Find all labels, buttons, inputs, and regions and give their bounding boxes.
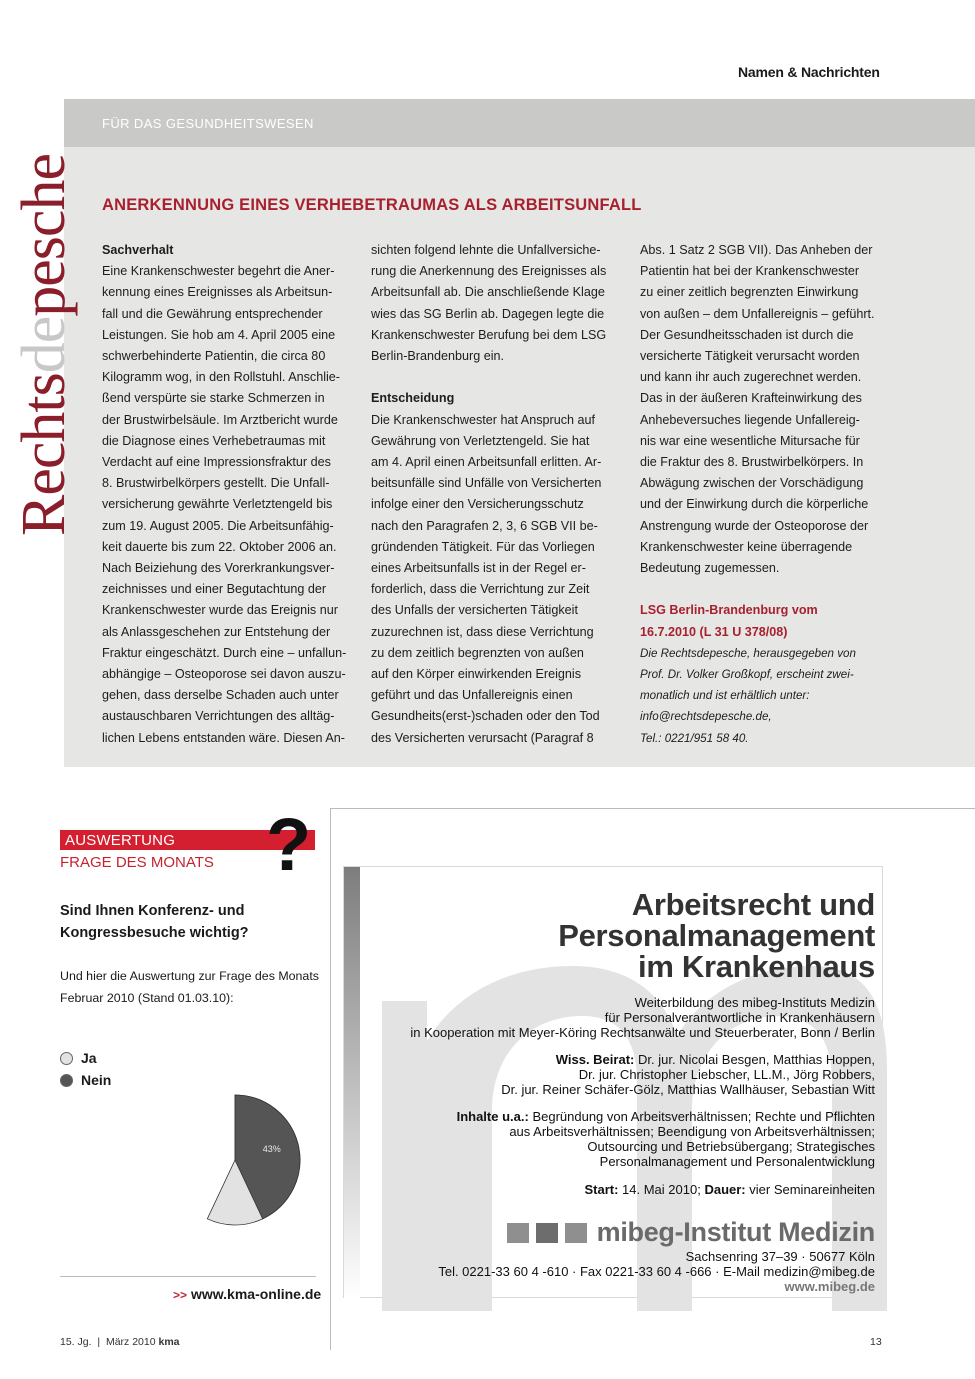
article-column-1 <box>102 240 348 749</box>
article-line: Krankenschwester keine überragende <box>640 539 853 554</box>
article-line: Eine Krankenschwester begehrt die Aner- <box>102 264 335 279</box>
ad-inhalte-line: Begründung von Arbeitsverhältnissen; Rechte und Pflichten <box>532 1109 875 1124</box>
ad-logo-text: mibeg-Institut Medizin <box>596 1217 875 1247</box>
mibeg-logo <box>507 1217 875 1248</box>
poll-divider <box>60 1276 316 1277</box>
poll-tag: AUSWERTUNG <box>65 832 176 849</box>
poll-subtitle: FRAGE DES MONATS <box>60 854 214 871</box>
footer-issue-info <box>60 1336 180 1348</box>
ruling-reference: LSG Berlin-Brandenburg vom <box>640 603 818 618</box>
article-line: beitsunfälle sind Unfälle von Versicherten <box>371 476 602 491</box>
article-line: kennung eines Ereignisses als Arbeitsun- <box>102 285 333 300</box>
legend-swatch-ja <box>60 1052 73 1065</box>
ad-gradient-bar <box>344 867 360 1299</box>
article-line: der Brustwirbelsäule. Im Arztbericht wurde <box>102 412 338 427</box>
article-line: die Fraktur des 8. Brustwirbelkörpers. In <box>640 455 864 470</box>
article-line: auf den Körper einwirkenden Ereignis <box>371 667 582 682</box>
ad-inhalte-line: aus Arbeitsverhältnissen; Beendigung von Arbeitsverhältnissen; <box>509 1124 875 1139</box>
article-line: Kilogramm wog, in den Rollstuhl. Anschlie- <box>102 370 340 385</box>
article-line: Anhebeversuches liegende Unfallereig- <box>640 412 860 427</box>
article-line: Abs. 1 Satz 2 SGB VII). Das Anheben der <box>640 243 873 257</box>
legend-label-ja: Ja <box>81 1050 97 1066</box>
article-line: nis war eine wesentliche Mitursache für <box>640 433 860 448</box>
article-headline: ANERKENNUNG EINES VERHEBETRAUMAS ALS ARBEITSUNFALL <box>102 196 642 214</box>
section-heading: Sachverhalt <box>102 243 174 257</box>
footer-issue: März 2010 <box>105 1336 156 1348</box>
article-line: Leistungen. Sie hob am 4. April 2005 eine <box>102 327 336 342</box>
ad-inhalte <box>457 1109 875 1169</box>
ad-dauer-label: Dauer: <box>704 1182 746 1197</box>
ad-address: Sachsenring 37–39 · 50677 Köln <box>685 1249 875 1264</box>
article-line: zu einer zeitlich begrenzten Einwirkung <box>640 285 859 300</box>
article-line: austauschbaren Verrichtungen des alltäg- <box>102 709 335 724</box>
ad-inhalte-line: Personalmanagement und Personalentwicklung <box>599 1154 875 1169</box>
ad-intro-line: Weiterbildung des mibeg-Instituts Medizin <box>634 995 875 1010</box>
ad-dauer-value: vier Seminareinheiten <box>749 1182 875 1197</box>
article-line: am 4. April einen Arbeitsunfall erlitten. Ar- <box>371 455 602 470</box>
article-line: schwerbehinderte Patientin, die circa 80 <box>102 349 326 364</box>
article-line: nach den Paragrafen 2, 3, 6 SGB VII be- <box>371 518 598 533</box>
article-line: keit dauerte bis zum 22. Oktober 2006 an. <box>102 539 337 554</box>
panel-band-label: FÜR DAS GESUNDHEITSWESEN <box>102 116 314 131</box>
ad-beirat-line: Dr. jur. Reiner Schäfer-Gölz, Matthias Wallhäuser, Sebastian Witt <box>501 1082 875 1097</box>
logo-square-icon <box>536 1223 558 1243</box>
ad-inhalte-label: Inhalte u.a.: <box>456 1109 529 1124</box>
article-line: Anstrengung wurde der Osteoporose der <box>640 518 869 533</box>
article-line: Arbeitsunfall ab. Die anschließende Klage <box>371 285 605 300</box>
ad-beirat <box>501 1052 875 1097</box>
article-line: des Versicherten verursacht (Paragraf 8 <box>371 730 594 745</box>
ad-intro-line: in Kooperation mit Meyer-Köring Rechtsanwälte und Steuerberater, Bonn / Berlin <box>410 1025 875 1040</box>
article-line: sichten folgend lehnte die Unfallversiche- <box>371 243 601 257</box>
legend-item-nein <box>60 1072 111 1088</box>
article-line: eines Arbeitsunfalls ist in der Regel er- <box>371 561 586 576</box>
poll-pie-chart <box>160 1085 310 1235</box>
imprint-line: Prof. Dr. Volker Großkopf, erscheint zwei- <box>640 668 854 682</box>
imprint-line: Tel.: 0221/951 58 40. <box>640 731 749 745</box>
poll-intro: Und hier die Auswertung zur Frage des Monats Februar 2010 (Stand 01.03.10): <box>60 969 319 1005</box>
question-mark-icon: ? <box>266 803 312 886</box>
article-column-3 <box>640 240 886 749</box>
article-line: geführt und das Unfallereignis einen <box>371 688 573 703</box>
imprint-line: Die Rechtsdepesche, herausgegeben von <box>640 646 856 660</box>
article-line: infolge einer den Versicherungsschutz <box>371 497 584 512</box>
article-line: Die Krankenschwester hat Anspruch auf <box>371 412 596 427</box>
vertical-brand-title <box>10 96 78 546</box>
article-line: Abwägung zwischen der Vorschädigung <box>640 476 864 491</box>
article-line: Fraktur eingeschätzt. Durch eine – unfallun- <box>102 645 347 660</box>
article-line: zuzurechnen ist, dass diese Verrichtung <box>371 624 594 639</box>
ad-intro-line: für Personalverantwortliche in Krankenhäusern <box>604 1010 875 1025</box>
ad-start-label: Start: <box>584 1182 619 1197</box>
article-line: des Unfalls der versicherten Tätigkeit <box>371 603 578 618</box>
ad-contact: Tel. 0221-33 60 4 -610 · Fax 0221-33 60 4 -666 · E-Mail medizin@mibeg.de <box>438 1264 875 1279</box>
imprint-line: info@rechtsdepesche.de, <box>640 710 772 724</box>
legend-label-nein: Nein <box>81 1072 112 1088</box>
poll-link[interactable] <box>173 1286 321 1302</box>
article-line: ßend verspürte sie starke Schmerzen in <box>102 391 325 406</box>
ad-beirat-label: Wiss. Beirat: <box>555 1052 635 1067</box>
article-column-2 <box>371 240 617 749</box>
brand-wordmark <box>10 96 78 546</box>
article-line: Berlin-Brandenburg ein. <box>371 349 505 364</box>
page-number: 13 <box>870 1336 882 1348</box>
article-line: und kann ihr auch zugerechnet werden. <box>640 370 862 385</box>
article-line: 8. Brustwirbelkörpers gestellt. Die Unfall- <box>102 476 330 491</box>
article-line: als Anlassgeschehen zur Entstehung der <box>102 624 331 639</box>
article-line: forderlich, dass die Verrichtung zur Zeit <box>371 582 590 597</box>
article-line: Krankenschwester Berufung bei dem LSG <box>371 327 607 342</box>
article-line: Gewährung von Verletztengeld. Sie hat <box>371 433 590 448</box>
ruling-reference: 16.7.2010 (L 31 U 378/08) <box>640 624 788 639</box>
ad-beirat-line: Dr. jur. Nicolai Besgen, Matthias Hoppen, <box>637 1052 875 1067</box>
section-label: Namen & Nachrichten <box>738 64 880 80</box>
article-line: gehen, dass derselbe Schaden auch unter <box>102 688 339 703</box>
article-line: wies das SG Berlin ab. Dagegen legte die <box>371 306 605 321</box>
poll-question: Sind Ihnen Konferenz- und Kongressbesuche wichtig? <box>60 903 249 941</box>
section-heading: Entscheidung <box>371 391 455 406</box>
poll-link-url[interactable]: www.kma-online.de <box>191 1286 322 1302</box>
article-line: versicherte Tätigkeit verursacht worden <box>640 349 860 364</box>
article-line: abhängige – Osteoporose sei davon auszu- <box>102 667 346 682</box>
article-line: Krankenschwester wurde das Ereignis nur <box>102 603 338 618</box>
poll-box <box>60 803 322 1310</box>
article-line: rung die Anerkennung des Ereignisses als <box>371 264 607 279</box>
brand-part-de: de <box>10 316 78 374</box>
footer-separator: | <box>97 1336 101 1348</box>
article-line: zeichnisses und einer Begutachtung der <box>102 582 327 597</box>
legend-swatch-nein <box>60 1074 73 1087</box>
article-line: Patientin hat bei der Krankenschwester <box>640 264 860 279</box>
footer-volume: 15. Jg. <box>60 1336 92 1348</box>
legend-item-ja <box>60 1050 97 1066</box>
ad-title-line: Personalmanagement <box>558 918 875 953</box>
link-arrows-icon: >> <box>173 1288 188 1302</box>
article-line: gründenden Tätigkeit. Für das Vorliegen <box>371 539 595 554</box>
ad-intro <box>410 995 875 1040</box>
ad-beirat-line: Dr. jur. Christopher Liebscher, LL.M., Jörg Robbers, <box>578 1067 875 1082</box>
footer-brand: kma <box>158 1336 180 1348</box>
logo-square-icon <box>565 1223 587 1243</box>
paragraph-gap <box>371 367 617 388</box>
article-line: Das in der äußeren Krafteinwirkung des <box>640 391 862 406</box>
article-line: Der Gesundheitsschaden ist durch die <box>640 327 854 342</box>
article-line: Nach Beiziehung des Vorerkrankungsver- <box>102 561 335 576</box>
article-line: fall und die Gewährung entsprechender <box>102 306 323 321</box>
article-line: Verdacht auf eine Impressionsfraktur des <box>102 455 331 470</box>
article-line: versicherung gewährte Verletztengeld bis <box>102 497 333 512</box>
ad-inhalte-line: Outsourcing und Betriebsübergang; Strategisches <box>587 1139 875 1154</box>
brand-part-pesche: pesche <box>10 154 78 317</box>
paragraph-gap <box>640 579 886 600</box>
advertisement[interactable] <box>343 866 883 1298</box>
article-line: und der Einwirkung durch die körperliche <box>640 497 869 512</box>
ad-title <box>558 889 875 982</box>
logo-square-icon <box>507 1223 529 1243</box>
ad-title-line: im Krankenhaus <box>638 949 875 984</box>
article-line: die Diagnose eines Verhebetraumas mit <box>102 433 326 448</box>
ad-title-line: Arbeitsrecht und <box>631 887 875 922</box>
ad-website[interactable]: www.mibeg.de <box>784 1279 875 1294</box>
imprint-line: monatlich und ist erhältlich unter: <box>640 689 810 703</box>
svg-text:Rechtsdepesche <box>10 154 78 536</box>
article-line: lichen Lebens entstanden wäre. Diesen An- <box>102 730 345 745</box>
ad-dates <box>584 1182 875 1197</box>
article-line: von außen – dem Unfallereignis – geführt. <box>640 306 875 321</box>
ad-start-value: 14. Mai 2010; <box>622 1182 701 1197</box>
article-line: zum 19. August 2005. Die Arbeitsunfähig- <box>102 518 334 533</box>
article-line: zu dem zeitlich begrenzten von außen <box>371 645 584 660</box>
brand-part-rechts: Rechts <box>10 373 78 536</box>
pie-label-nein: 43% <box>262 1143 281 1154</box>
article-line: Gesundheits(erst-)schaden oder den Tod <box>371 709 600 724</box>
article-line: Bedeutung zugemessen. <box>640 561 780 576</box>
